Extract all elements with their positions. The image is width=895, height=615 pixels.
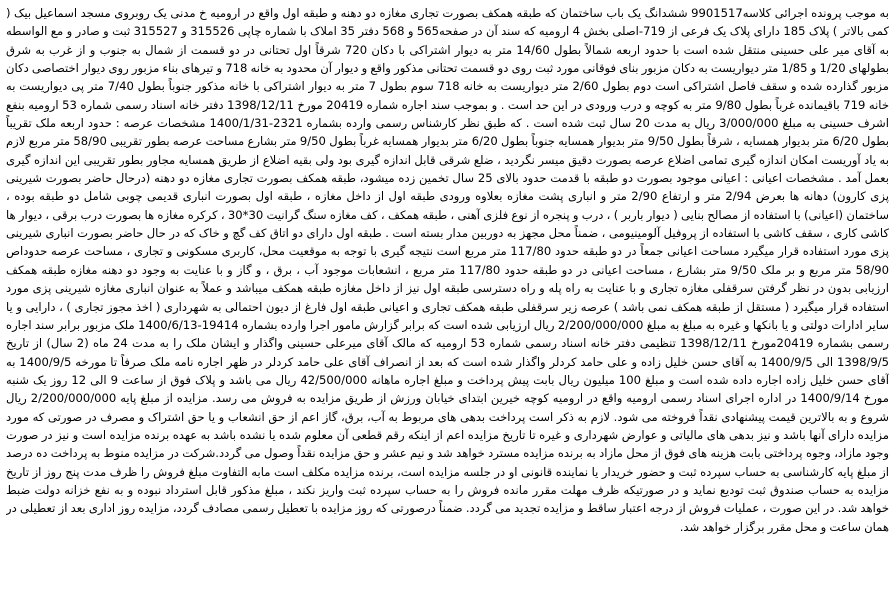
auction-notice-text: به موجب پرونده اجرائی کلاسه9901517 ششدانگ یک باب ساختمان که طبقه همکف بصورت تجاری مغازه دو دهنه و طبقه اول واقع در ارومیه خ مدنی یک روبروی مسجد اسماعیل بیک ( کمی بالاتر ) پلاک 185 دارای پلاک یک فرعی از 719-اصلی بخش 4 ارومیه که سند آن در صفحه565 و 568 دفتر 35 املاک با شماره چاپی 315526 و 315527 ثبت و صادر و مع الواسطه به آقای میر علی حسینی منتقل شده است با حدود اربعه شمالاً بطول 14/60 متر به دیوار اشتراکی با دکان 720 شرقاً اول تحتانی در دو قسمت از شمال به جنوب و از غرب به شرق بطولهای 1/20 و 1/85 متر دیواریست به دکان مزبور بنای فوقانی مورد ثبت روی دو قسمت تحتانی مذکور واقع و دیوار آن محدود به خانه 718 و تیرهای بناء مزبور روی دیوار اختصاصی دکان مزبور گذارده شده و سقف فاصل اشتراکی است دوم بطول 2/60 متر دیواریست به خانه 718 سوم بطول 7 متر به دیوار اشتراکی با خانه مذکور جنوباً بطول 7/40 متر پی دیواریست به خانه 719 باقیمانده غرباً بطول 9/80 متر به کوچه و درب ورودی در این حد است . و بموجب سند اجاره شماره 20419 مورخ 1398/12/11 دفتر خانه اسناد رسمی شماره 53 ارومیه بنفع اشرف حسینی به مبلغ 3/000/000 ریال به مدت 20 سال ثبت شده است . که طبق نظر کارشناس رسمی وارده بشماره 2321-1400/1/31 مشخصات عرصه : حدود اربعه ملک تقریباً بطول 6/20 متر بدیوار همسایه ، شرقاً بطول 9/50 متر بدیوار همسایه جنوباً بطول 6/20 متر بدیوار همسایه غرباً بطول 9/50 متر بشارع مساحت عرصه بطور تقریبی 58/90 متر مربع لازم به یاد آوریست امکان اندازه گیری تمامی اضلاع عرصه بصورت دقیق میسر نگردید ، ضلع شرقی قابل اندازه گیری بود ولی بقیه اضلاع از طریق همسایه مجاور بطور تقریبی این اندازه گیری بعمل آمد . مشخصات اعیانی : اعیانی موجود بصورت دو طبقه با قدمت حدود بالای 25 سال تخمین زده میشود، طبقه همکف بصورت تجاری مغازه دو دهنه (درحال حاضر بصورت شیرینی پزی کارون) دهانه ها بعرض 2/94 متر و ارتفاع 2/90 متر و انباری پشت مغازه بعلاوه ورودی طبقه اول از داخل مغازه ، طبقه اول بصورت انباری قدیمی چوبی شامل دو طبقه بوده ، ساختمان (اعیانی) با استفاده از مصالح بنایی ( دیوار باربر ) ، درب و پنجره از نوع فلزی آهنی ، طبقه همکف ، کف مغازه سنگ گرانیت 30*30 ، کرکره مغازه ها بصورت درب برقی ، دیوار ها کاشی کاری ، سقف کاشی با استفاده از پروفیل آلومینیومی ، ضمناً محل مجهز به دوربین مدار بسته است . طبقه اول دارای دو اتاق کف گچ و خاک که در حال حاضر بصورت انباری شیرینی پزی مورد استفاده قرار میگیرد مساحت اعیانی جمعاً در دو طبقه حدود 117/80 متر مربع است نتیجه گیری با توجه به موقعیت محل، کاربری مسکونی و تجاری ، مساحت عرصه حدوداص 58/90 متر مربع و بر ملک 9/50 متر بشارع ، مساحت اعیانی در دو طبقه حدود 117/80 متر مربع ، انشعابات موجود آب ، برق ، و گاز و با عنایت به وجود دو دهنه مغازه طبقه همکف ارزیابی بدون در نظر گرفتن سرقفلی مغازه تجاری و با عنایت به راه پله و راه دسترسی طبقه اول نیز از داخل مغازه طبقه همکف میباشد و عملاً به عنوان انباری مغازه شیرینی پزی مورد استفاده قرار میگیرد ( مستقل از طبقه همکف نمی باشد ) عرصه زیر سرقفلی طبقه همکف تجاری و اعیانی طبقه اول فارغ از دیون احتمالی به شهرداری ( اخذ مجوز تجاری ) ، دارایی و یا سایر ادارات دولتی و یا بانکها و غیره به مبلغ به مبلغ 2/200/000/000 ریال ارزیابی شده است که برابر گزارش مامور اجرا وارده بشماره 19414-1400/6/13 ملک مزبور برابر سند اجاره رسمی بشماره 20419مورخ 1398/12/11 تنظیمی دفتر خانه اسناد رسمی شماره 53 ارومیه که مالک آقای میرعلی حسینی واگذار و ایشان ملک را به مدت 24 ماه (2 سال) از تاریخ 1398/9/5 الی 1400/9/5 به آقای حسن خلیل زاده و علی حامد کردلر واگذار شده است که بعد از انصراف آقای علی حامد کردلر در ظهر اجاره نامه ملک صرفاً تا مورخه 1400/9/5 به آقای حسن خلیل زاده اجاره داده شده است و مبلغ 100 میلیون ریال بابت پیش پرداخت و مبلغ اجاره ماهانه 42/500/000 ریال می باشد و پلاک فوق از ساعت 9 الی 12 روز یک شنبه مورخ 1400/9/14 در اداره اجرای اسناد رسمی ارومیه واقع در ارومیه کوچه خیرین ابتدای خیابان ورزش از طریق مزایده به فروش می رسد. مزایده از مبلغ پایه 2/200/000/000 ریال شروع و به بالاترین قیمت پیشنهادی نقداً فروخته می شود. لازم به ذکر است پرداخت بدهی های مربوط به آب، برق، گاز اعم از حق انشعاب و یا حق اشتراک و مصرف در صورتی که مورد مزایده دارای آنها باشد و نیز بدهی های مالیاتی و عوارض شهرداری و غیره تا تاریخ مزایده اعم از اینکه رقم قطعی آن معلوم شده یا نشده باشد به عهده برنده مزایده است و نیز در صورت وجود مازاد، وجوه پرداختی بابت هزینه های فوق از محل مازاد به برنده مزایده مسترد خواهد شد و نیم عشر و حق مزایده نقداً وصول می گردد.شرکت در مزایده منوط به پرداخت ده درصد از مبلغ پایه کارشناسی به حساب سپرده ثبت و حضور خریدار یا نماینده قانونی او در جلسه مزایده است، برنده مزایده مکلف است مابه التفاوت مبلغ فروش را ظرف مدت پنج روز از تاریخ مزایده به حساب صندوق ثبت تودیع نماید و در صورتیکه ظرف مهلت مقرر مانده فروش را به حساب سپرده ثبت واریز نکند ، مبلغ مذکور قابل استرداد نبوده و به نفع خزانه دولت ضبط خواهد شد. در این صورت ، عملیات فروش از درجه اعتبار ساقط و مزایده تجدید می گردد. ضمناً درصورتی که روز مزایده با تعطیل رسمی مصادف گردد، مزایده روز اداری بعد از تعطیلی در همان ساعت و محل مقرر برگزار خواهد شد. (6, 6, 889, 534)
